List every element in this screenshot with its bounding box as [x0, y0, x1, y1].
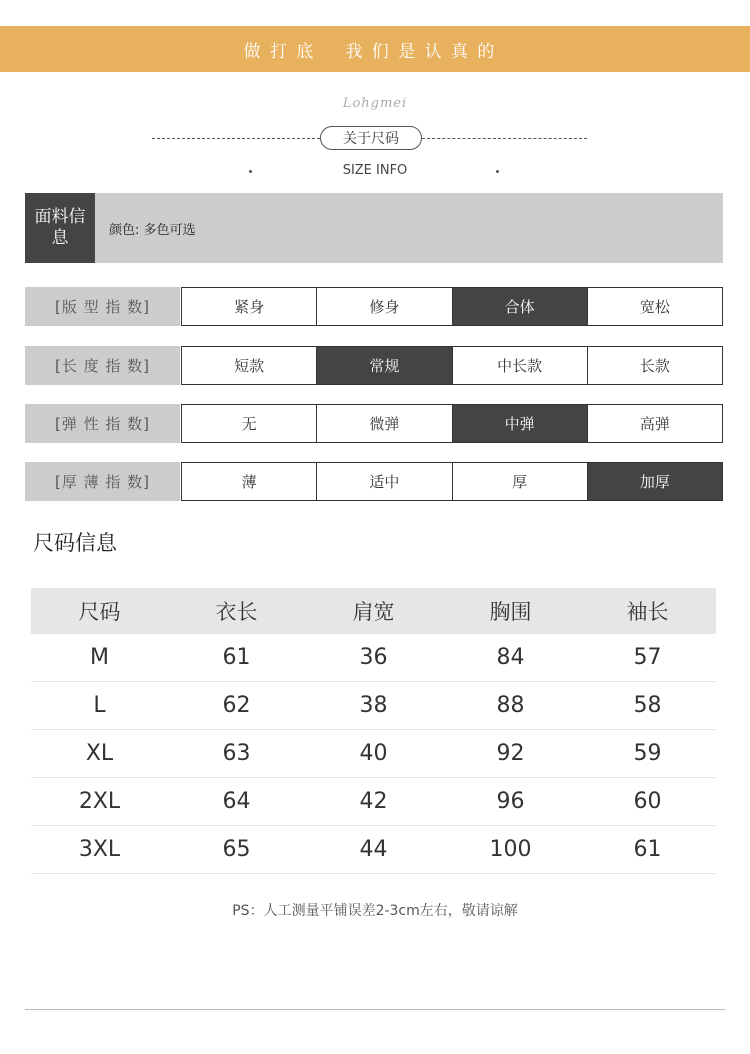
top-banner — [0, 26, 750, 72]
section-title: 关于尺码 — [320, 126, 422, 150]
index-option: 中长款 — [452, 347, 587, 384]
index-label: [版 型 指 数] — [25, 287, 180, 326]
index-option: 微弹 — [316, 405, 451, 442]
measurement-note: PS：人工测量平铺误差2-3cm左右，敬请谅解 — [232, 903, 518, 919]
table-cell: 60 — [633, 789, 662, 814]
size-info-heading: 尺码信息 — [33, 531, 117, 555]
table-cell: 92 — [496, 741, 525, 766]
table-cell: L — [93, 693, 106, 718]
table-cell: 44 — [359, 837, 388, 862]
index-option: 高弹 — [587, 405, 722, 442]
thickness-index-row — [25, 462, 723, 501]
index-label: [厚 薄 指 数] — [25, 462, 180, 501]
table-cell: 100 — [489, 837, 532, 862]
table-header-cell: 尺码 — [78, 600, 121, 624]
table-cell: 61 — [633, 837, 662, 862]
title-divider-left — [152, 138, 320, 139]
table-cell: 59 — [633, 741, 662, 766]
title-divider-right — [422, 138, 587, 139]
table-cell: M — [90, 645, 109, 670]
table-row — [31, 634, 716, 682]
index-option: 厚 — [452, 463, 587, 500]
table-cell: 84 — [496, 645, 525, 670]
table-cell: 65 — [222, 837, 251, 862]
index-option-selected: 加厚 — [587, 463, 722, 500]
size-table — [31, 588, 716, 874]
table-cell: 58 — [633, 693, 662, 718]
table-cell: 42 — [359, 789, 388, 814]
index-option: 紧身 — [182, 288, 316, 325]
index-option-selected: 常规 — [316, 347, 451, 384]
table-cell: 40 — [359, 741, 388, 766]
banner-left-text: 做 打 底 — [243, 41, 316, 62]
index-option: 长款 — [587, 347, 722, 384]
table-cell: 88 — [496, 693, 525, 718]
fabric-info-panel — [25, 193, 723, 263]
table-cell: 96 — [496, 789, 525, 814]
index-option: 短款 — [182, 347, 316, 384]
table-cell: 63 — [222, 741, 251, 766]
index-option: 无 — [182, 405, 316, 442]
fabric-color-text: 颜色: 多色可选 — [109, 222, 196, 238]
index-option-selected: 中弹 — [452, 405, 587, 442]
table-header-cell: 袖长 — [626, 600, 669, 624]
index-option: 适中 — [316, 463, 451, 500]
index-option: 修身 — [316, 288, 451, 325]
table-cell: 57 — [633, 645, 662, 670]
fabric-info-label: 面料信息 — [25, 193, 95, 263]
fit-index-row — [25, 287, 723, 326]
decor-dot-right — [496, 170, 499, 173]
length-index-row — [25, 346, 723, 385]
banner-right-text: 我 们 是 认 真 的 — [345, 41, 497, 62]
section-subtitle: SIZE INFO — [342, 163, 408, 178]
table-row — [31, 826, 716, 874]
table-row — [31, 778, 716, 826]
table-cell: 62 — [222, 693, 251, 718]
table-cell: 2XL — [78, 789, 121, 814]
table-row — [31, 682, 716, 730]
table-cell: 36 — [359, 645, 388, 670]
table-cell: 61 — [222, 645, 251, 670]
table-header-cell: 肩宽 — [352, 600, 395, 624]
table-cell: 38 — [359, 693, 388, 718]
table-header-row — [31, 588, 716, 634]
table-cell: XL — [85, 741, 114, 766]
footer-divider — [25, 1009, 725, 1010]
decor-dot-left — [249, 170, 252, 173]
index-label: [长 度 指 数] — [25, 346, 180, 385]
index-option: 宽松 — [587, 288, 722, 325]
table-cell: 3XL — [78, 837, 121, 862]
index-option: 薄 — [182, 463, 316, 500]
index-option-selected: 合体 — [452, 288, 587, 325]
table-cell: 64 — [222, 789, 251, 814]
elasticity-index-row — [25, 404, 723, 443]
brand-script-logo: Lohgmei — [342, 96, 408, 111]
table-header-cell: 胸围 — [489, 600, 532, 624]
index-label: [弹 性 指 数] — [25, 404, 180, 443]
table-row — [31, 730, 716, 778]
table-header-cell: 衣长 — [215, 600, 258, 624]
